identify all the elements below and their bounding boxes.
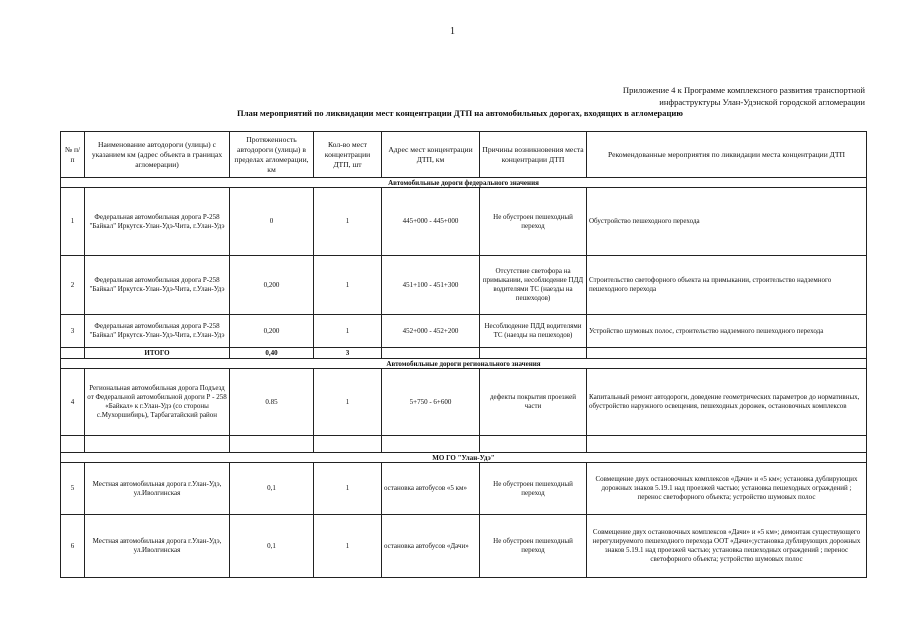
cell-num: 5 [61,463,85,515]
cell-length: 0,1 [230,515,314,578]
section-row-federal [61,178,867,188]
cell-road: Местная автомобильная дорога г.Улан-Удэ, ул.Иволгинская [85,515,230,578]
table-row [61,515,867,578]
empty-cell [61,436,85,453]
total-length: 0,40 [230,348,314,359]
appendix-line-1: Приложение 4 к Программе комплексного развития транспортной [622,85,865,95]
page-title: План мероприятий по ликвидации мест концентрации ДТП на автомобильных дорогах, входящих в агломерацию [237,108,683,118]
total-num [61,348,85,359]
cell-address: 445+000 - 445+000 [382,188,480,256]
cell-causes: Не обустроен пешеходный переход [480,188,587,256]
cell-address: 451+100 - 451+300 [382,256,480,315]
total-count: 3 [314,348,382,359]
cell-causes: Не обустроен пешеходный переход [480,515,587,578]
cell-road: Федеральная автомобильная дорога Р-258 "Байкал" Иркутск-Улан-Удэ-Чита, г.Улан-Удэ [85,256,230,315]
empty-cell [85,436,230,453]
cell-causes: Несоблюдение ПДД водителями ТС (наезды на пешеходов) [480,315,587,348]
empty-cell [314,436,382,453]
cell-road: Региональная автомобильная дорога Подъезд от Федеральной автомобильной дороги Р - 258 «Байкал» к г.Улан-Удэ (со стороны с.Мухоршибирь), Тарбагатайский район [85,369,230,436]
section-row-regional [61,359,867,369]
header-count: Кол-во мест концентрации ДТП, шт [314,132,382,178]
cell-length: 0,200 [230,256,314,315]
header-measures: Рекомендованные мероприятия по ликвидации места концентрации ДТП [587,132,867,178]
cell-address: остановка автобусов «5 км» [382,463,480,515]
total-row [61,348,867,359]
empty-cell [480,436,587,453]
table-row [61,315,867,348]
cell-road: Федеральная автомобильная дорога Р-258 "Байкал" Иркутск-Улан-Удэ-Чита, г.Улан-Удэ [85,315,230,348]
cell-count: 1 [314,515,382,578]
cell-count: 1 [314,256,382,315]
total-causes [480,348,587,359]
table-row [61,256,867,315]
empty-cell [587,436,867,453]
table-row [61,188,867,256]
cell-address: остановка автобусов «Дачи» [382,515,480,578]
header-causes: Причины возникновения места концентрации ДТП [480,132,587,178]
cell-measures: Обустройство пешеходного перехода [587,188,867,256]
cell-causes: Отсутствие светофора на примыкании, несоблюдение ПДД водителями ТС (наезды на пешеходов) [480,256,587,315]
section-regional: Автомобильные дороги регионального значения [61,359,867,369]
section-municipal: МО ГО "Улан-Удэ" [61,453,867,463]
cell-num: 1 [61,188,85,256]
empty-cell [230,436,314,453]
cell-count: 1 [314,315,382,348]
table-header-row [61,132,867,178]
cell-length: 0.85 [230,369,314,436]
cell-measures: Совмещение двух остановочных комплексов «Дачи» и «5 км»; демонтаж существующего нерегулируемого пешеходного перехода ООТ «Дачи»;установка дублирующих дорожных знаков 5.19.1 над проезжей частью; установка пешеходных ограждений ; перенос светофорного объекта; устройство шумовых полос [587,515,867,578]
cell-num: 4 [61,369,85,436]
section-federal: Автомобильные дороги федерального значения [61,178,867,188]
empty-row [61,436,867,453]
cell-address: 5+750 - 6+600 [382,369,480,436]
empty-cell [382,436,480,453]
cell-causes: Не обустроен пешеходный переход [480,463,587,515]
header-address: Адрес мест концентрации ДТП, км [382,132,480,178]
appendix-line-2: инфраструктуры Улан-Удэнской городской агломерации [659,97,865,107]
cell-length: 0 [230,188,314,256]
header-length: Протяженность автодороги (улицы) в пределах агломерации, км [230,132,314,178]
cell-count: 1 [314,369,382,436]
cell-measures: Строительство светофорного объекта на примыкании, строительство надземного пешеходного перехода [587,256,867,315]
appendix-note [623,84,865,108]
measures-table [60,131,867,578]
cell-road: Федеральная автомобильная дорога Р-258 "Байкал" Иркутск-Улан-Удэ-Чита, г.Улан-Удэ [85,188,230,256]
cell-num: 2 [61,256,85,315]
cell-count: 1 [314,463,382,515]
cell-count: 1 [314,188,382,256]
total-label: ИТОГО [85,348,230,359]
cell-road: Местная автомобильная дорога г.Улан-Удэ, ул.Иволгинская [85,463,230,515]
cell-measures: Устройство шумовых полос, строительство надземного пешеходного перехода [587,315,867,348]
cell-length: 0,1 [230,463,314,515]
header-num: № п/п [61,132,85,178]
cell-length: 0,200 [230,315,314,348]
cell-causes: дефекты покрытия проезжей части [480,369,587,436]
page-number: 1 [450,26,455,37]
cell-address: 452+000 - 452+200 [382,315,480,348]
cell-num: 6 [61,515,85,578]
total-measures [587,348,867,359]
total-address [382,348,480,359]
cell-measures: Совмещение двух остановочных комплексов «Дачи» и «5 км»; установка дублирующих дорожных знаков 5.19.1 над проезжей частью; установка пешеходных ограждений ; перенос светофорного объекта; устройство шумовых полос [587,463,867,515]
cell-measures: Капитальный ремонт автодороги, доведение геометрических параметров до нормативных, обустройство наружного освещения, пешеходных дорожек, остановочных комплексов [587,369,867,436]
header-road: Наименование автодороги (улицы) с указанием км (адрес объекта в границах агломерации) [85,132,230,178]
table-row [61,463,867,515]
cell-num: 3 [61,315,85,348]
section-row-municipal [61,453,867,463]
table-row [61,369,867,436]
